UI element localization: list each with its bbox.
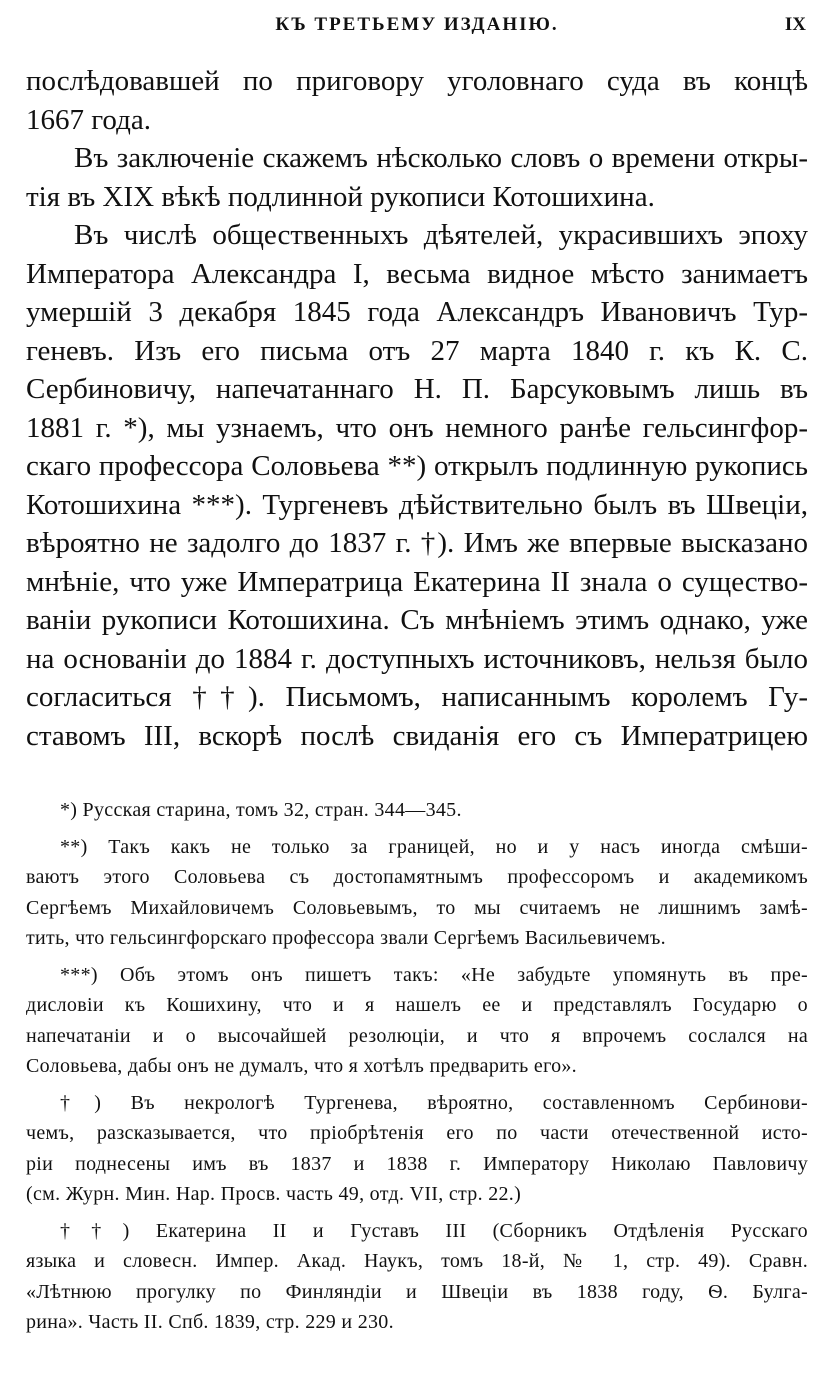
text-line: Въ числѣ общественныхъ дѣятелей, украсившихъ эпоху bbox=[74, 219, 808, 251]
footnotes bbox=[26, 795, 808, 1338]
text-line: на основаніи до 1884 г. доступныхъ источниковъ, нельзя было bbox=[26, 642, 808, 675]
footnote-line: ваютъ этого Соловьева съ достопамятнымъ профессоромъ и академикомъ bbox=[26, 866, 808, 888]
footnote-line: тить, что гельсингфорскаго профессора звали Сергѣемъ Васильевичемъ. bbox=[26, 927, 666, 949]
footnote-line: †) Въ некрологѣ Тургенева, вѣроятно, составленномъ Сербинови- bbox=[60, 1091, 808, 1114]
text-line: геневъ. Изъ его письма отъ 27 марта 1840 г. къ К. С. bbox=[26, 334, 808, 367]
text-line: тія въ XIX вѣкѣ подлинной рукописи Котошихина. bbox=[26, 180, 655, 213]
footnote-line: (см. Журн. Мин. Нар. Просв. часть 49, отд. VII, стр. 22.) bbox=[26, 1183, 522, 1205]
text-line: ставомъ III, вскорѣ послѣ свиданія его съ Императрицею bbox=[26, 719, 808, 752]
text-line: вѣроятно не задолго до 1837 г. †). Имъ же впервые высказано bbox=[26, 527, 808, 559]
footnote-line: **) Такъ какъ не только за границей, но и у насъ иногда смѣши- bbox=[60, 835, 808, 858]
text-line: мнѣніе, что уже Императрица Екатерина II знала о существо- bbox=[26, 565, 808, 598]
text-line: Императора Александра I, весьма видное мѣсто занимаетъ bbox=[26, 257, 808, 290]
footnote-line: дисловіи къ Кошихину, что и я нашелъ ее и представлялъ Государю о bbox=[26, 994, 808, 1016]
main-text bbox=[26, 62, 808, 755]
footnote-line: чемъ, разсказывается, что пріобрѣтенія его по части отечественной исто- bbox=[26, 1122, 808, 1144]
footnote-line: ріи поднесены имъ въ 1837 и 1838 г. Императору Николаю Павловичу bbox=[26, 1152, 808, 1175]
running-title: КЪ ТРЕТЬЕМУ ИЗДАНІЮ. bbox=[275, 14, 559, 35]
footnote-line: «Лѣтнюю прогулку по Финляндіи и Швеціи въ 1838 году, Ѳ. Булга- bbox=[26, 1280, 808, 1303]
footnote-line: *) Русская старина, томъ 32, стран. 344—345. bbox=[60, 799, 462, 821]
text-line: послѣдовавшей по приговору уголовнаго суда въ концѣ bbox=[26, 65, 808, 97]
footnote-line: Сергѣемъ Михайловичемъ Соловьевымъ, то мы считаемъ не лишнимъ замѣ- bbox=[26, 896, 808, 919]
text-line: 1881 г. *), мы узнаемъ, что онъ немного ранѣе гельсингфор- bbox=[26, 411, 808, 444]
text-line: 1667 года. bbox=[26, 103, 151, 136]
text-line: Въ заключеніе скажемъ нѣсколько словъ о времени откры- bbox=[74, 142, 808, 174]
footnote-line: рина». Часть II. Спб. 1839, стр. 229 и 230. bbox=[26, 1311, 394, 1333]
footnote-line: напечатаніи и о высочайшей резолюціи, и что я впрочемъ сослался на bbox=[26, 1024, 808, 1047]
footnote-line: языка и словесн. Импер. Акад. Наукъ, томъ 18-й, № 1, стр. 49). Сравн. bbox=[26, 1250, 808, 1272]
running-head bbox=[26, 14, 808, 44]
text-line: ваніи рукописи Котошихина. Съ мнѣніемъ этимъ однако, уже bbox=[26, 604, 808, 636]
footnote-line: ***) Объ этомъ онъ пишетъ такъ: «Не забудьте упомянуть въ пре- bbox=[60, 963, 808, 986]
footnote-line: ††) Екатерина II и Густавъ III (Сборникъ Отдѣленія Русскаго bbox=[60, 1219, 808, 1242]
text-line: скаго профессора Соловьева **) открылъ подлинную рукопись bbox=[26, 450, 808, 482]
text-line: Сербиновичу, напечатаннаго Н. П. Барсуковымъ лишь въ bbox=[26, 373, 808, 405]
text-line: согласиться ††). Письмомъ, написаннымъ королемъ Гу- bbox=[26, 681, 808, 713]
book-page bbox=[26, 0, 808, 1396]
text-line: Котошихина ***). Тургеневъ дѣйствительно былъ въ Швеціи, bbox=[26, 488, 808, 521]
page-number: IX bbox=[784, 14, 806, 35]
text-line: умершій 3 декабря 1845 года Александръ Ивановичъ Тур- bbox=[26, 296, 808, 328]
footnote-line: Соловьева, дабы онъ не думалъ, что я хотѣлъ предварить его». bbox=[26, 1055, 577, 1077]
